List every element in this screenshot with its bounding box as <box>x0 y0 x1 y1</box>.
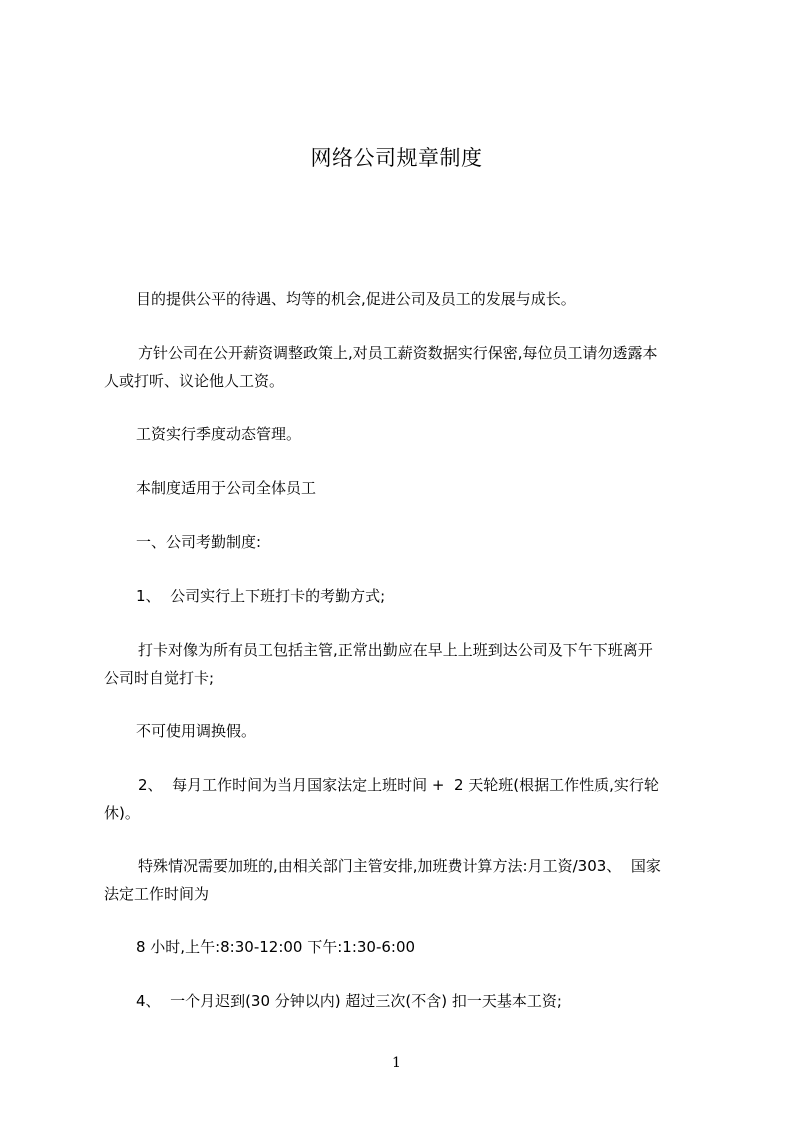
paragraph-policy <box>104 339 658 395</box>
paragraph-line: 不可使用调换假。 <box>136 722 257 740</box>
paragraph-line: 目的提供公平的待遇、均等的机会,促进公司及员工的发展与成长。 <box>136 290 576 308</box>
section-heading-attendance <box>136 528 261 556</box>
paragraph-quarterly <box>136 420 301 448</box>
paragraph-item-1 <box>136 582 385 610</box>
paragraph-no-swap <box>136 717 256 745</box>
paragraph-line: 特殊情况需要加班的,由相关部门主管安排,加班费计算方法:月工资/303、 国家 <box>138 857 661 875</box>
paragraph-line: 人或打听、议论他人工资。 <box>104 372 285 390</box>
paragraph-item-2 <box>104 771 659 827</box>
paragraph-purpose <box>136 285 576 313</box>
paragraph-work-hours <box>136 933 415 961</box>
paragraph-clock-in <box>104 636 653 692</box>
paragraph-line: 4、 一个月迟到(30 分钟以内) 超过三次(不含) 扣一天基本工资; <box>136 992 562 1010</box>
paragraph-item-4 <box>136 987 562 1015</box>
document-title: 网络公司规章制度 <box>310 146 483 170</box>
paragraph-line: 打卡对像为所有员工包括主管,正常出勤应在早上上班到达公司及下午下班离开 <box>138 641 653 659</box>
paragraph-line: 本制度适用于公司全体员工 <box>136 479 317 497</box>
paragraph-overtime <box>104 852 661 908</box>
paragraph-line: 法定工作时间为 <box>104 885 210 903</box>
paragraph-line: 公司时自觉打卡; <box>104 669 215 687</box>
paragraph-line: 1、 公司实行上下班打卡的考勤方式; <box>136 587 386 605</box>
paragraph-line: 休)。 <box>104 804 140 822</box>
paragraph-scope <box>136 474 316 502</box>
paragraph-line: 一、公司考勤制度: <box>136 533 262 551</box>
paragraph-line: 工资实行季度动态管理。 <box>136 425 302 443</box>
page-number: 1 <box>392 1055 401 1071</box>
paragraph-line: 方针公司在公开薪资调整政策上,对员工薪资数据实行保密,每位员工请勿透露本 <box>138 344 658 362</box>
paragraph-line: 8 小时,上午:8:30-12:00 下午:1:30-6:00 <box>136 938 416 956</box>
paragraph-line: 2、 每月工作时间为当月国家法定上班时间 + 2 天轮班(根据工作性质,实行轮 <box>138 776 659 794</box>
